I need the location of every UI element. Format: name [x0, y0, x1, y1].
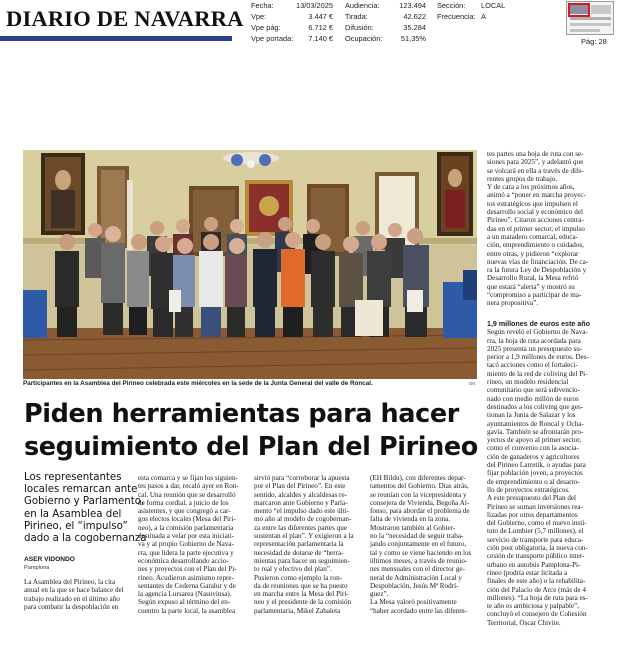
meta-row [437, 11, 527, 22]
headline-line: seguimiento del Plan del Pirineo [24, 432, 478, 462]
body-text-line: fonso, para abordar el problema de [370, 507, 470, 516]
group-photo [23, 150, 477, 379]
meta-value: 42.622 [403, 12, 426, 21]
body-text-line: necesidad de dotarse de “herra- [254, 548, 344, 557]
body-text-line: tes partes una hoja de ruta con se- [487, 150, 584, 158]
meta-value: A [481, 12, 486, 21]
body-column-5-continued [487, 320, 599, 627]
body-text-line: Pusieron como ejemplo la ron- [254, 573, 343, 582]
body-text-line: rentes grupos de trabajo. [487, 174, 558, 183]
body-text-line: A este presupuesto del Plan del [487, 494, 577, 503]
body-text-line: neral de Administración Local y [370, 573, 463, 582]
body-text-line: siones para 2025”, y adelantó que [487, 158, 584, 167]
meta-label: Vpe portada: [251, 34, 294, 43]
subtitle-line: Pirineo, el “impulso” [24, 520, 128, 532]
body-text-line: que estará “alerta” y mostró su [487, 282, 575, 291]
body-text-line: yectos de apoyo al primer sector, [487, 436, 582, 445]
meta-row [251, 0, 333, 11]
body-column-3 [254, 474, 362, 615]
body-text-line: gos electos locales (Mesa del Piri- [138, 515, 236, 524]
body-text-line: concluyó el consejero de Cohesión [487, 610, 587, 619]
body-text-line: no la “necesidad de seguir traba- [370, 532, 464, 541]
photo-credit: DN [469, 381, 476, 386]
body-text-line: Según reveló el Gobierno de Nava- [487, 328, 588, 337]
meta-label: Fecha: [251, 1, 274, 10]
body-text-line: rineo, un modelo residencial [487, 378, 569, 387]
body-text-line: neo), a la comisión parlamentaria [138, 523, 234, 532]
body-text-line: animó a “poner en marcha proyec- [487, 191, 586, 200]
meta-label: Ocupación: [345, 34, 383, 43]
page-number: Pág: 28 [581, 37, 607, 46]
body-text-line: La Mesa valoró positivamente [370, 598, 457, 607]
meta-label: Frecuencia: [437, 12, 476, 21]
brand-bar [0, 36, 232, 41]
body-text-line: jando conjuntamente en el futuro, [370, 540, 467, 549]
body-text-line: tes pasos a dar, recaló ayer en Ron- [138, 482, 239, 491]
body-text-line: cal. Una reunión que se desarrolló [138, 490, 236, 499]
body-text-line: consejera de Vivienda, Begoña Al- [370, 498, 470, 507]
body-text-line: ra la futura Ley de Despoblación y [487, 266, 587, 275]
body-text-line: millones). “La hoja de ruta para es- [487, 593, 588, 602]
body-text-line: rineo (podría estar licitada a [487, 568, 568, 577]
body-text-line: da de reuniones que se ha puesto [254, 581, 348, 590]
masthead [0, 0, 622, 46]
body-column-5 [487, 150, 599, 308]
body-text-line: Pirineo”. Citaron acciones centra- [487, 216, 584, 225]
body-text-line: servicio de transporte para educa- [487, 535, 584, 544]
body-text-line: 2025 presenta un presupuesto su- [487, 344, 583, 353]
thumbnail-highlight [568, 3, 590, 17]
body-text-line: tamentos del Gobierno. Días atrás, [370, 482, 469, 491]
meta-row [251, 11, 333, 22]
body-text-line: (EH Bildu), con diferentes depar- [370, 474, 466, 482]
body-text-line: por el Plan del Pirineo”. En este [254, 482, 346, 491]
body-text-line: sirvió para “corroborar la apuesta [254, 474, 350, 482]
body-text-line: ción del Palacio de Arce (más de 4 [487, 585, 586, 594]
meta-row [437, 0, 527, 11]
body-text-line: urbano en autobús Pamplona-Pi- [487, 560, 581, 569]
body-text-line: perior a 1,9 millones de euros. Des- [487, 353, 589, 362]
meta-label: Audiencia: [345, 1, 380, 10]
body-text-line: tal y como se viene haciendo en los [370, 548, 472, 557]
body-text-line: en marcha entre la Mesa del Piri- [254, 590, 349, 599]
body-text-line: Mostraron también al Gobier- [370, 523, 456, 532]
body-text-line: fijar población joven, a proyectos [487, 469, 583, 478]
headline-line: Piden herramientas para hacer [24, 399, 459, 429]
body-text-line: destinada a velar por esta iniciati- [138, 532, 235, 541]
body-text-line: destinados a los coliving que ges- [487, 402, 584, 411]
meta-value: 123.494 [399, 1, 426, 10]
body-text-line: del Pirineo Larretik, o ayudas para [487, 461, 586, 470]
body-text-line: ción post obligatoria, la nueva con- [487, 544, 588, 553]
body-column-4 [370, 474, 478, 615]
body-text-line: tionan la Junta de Salazar y los [487, 411, 576, 420]
meta-value: 7.140 € [308, 34, 333, 43]
body-text-line: miento de la red de coliving del Pi- [487, 369, 588, 378]
meta-label: Vpe pág: [251, 23, 281, 32]
body-text-line: das en el primer sector, el impulso [487, 224, 585, 233]
body-text-line: trabajo realizado en el último año [24, 594, 120, 603]
photo-caption-text: Participantes en la Asamblea del Pirineo celebrada este miércoles en la sede de la Junta General del valle de Roncal. [23, 380, 373, 387]
body-text-line: Territorial, Óscar Chivite. [487, 618, 561, 627]
body-text-line: mento “el impulso dado este últi- [254, 507, 349, 516]
body-text-line: mo año al modelo de cogobernan- [254, 515, 352, 524]
body-text-line: va y al propio Gobierno de Nava- [138, 540, 234, 549]
body-column-2 [138, 474, 246, 615]
body-text-line: se volcará en ella a través de dife- [487, 166, 584, 175]
body-text-line: finales de este año) o la rehabilita- [487, 577, 586, 586]
body-text-line: mientas para hacer un seguimien- [254, 556, 350, 565]
body-text-line: Y de cara a los próximos años, [487, 183, 575, 192]
body-text-line: anual en la que se hace balance del [24, 586, 124, 595]
body-text-line: llo de proyectos estratégicos. [487, 485, 570, 494]
meta-column-2 [345, 0, 426, 44]
body-text-line: asistentes, y que congregó a car- [138, 507, 231, 516]
body-text-line: como el convenio con la asocia- [487, 444, 579, 453]
body-column-1 [24, 578, 132, 611]
meta-row [345, 22, 426, 33]
body-text-line: falta de vivienda en la zona. [370, 515, 451, 524]
meta-column-1 [251, 0, 333, 44]
meta-row [345, 0, 426, 11]
page-thumbnail[interactable] [566, 1, 614, 35]
body-text-line: neo y el presidente de la comisión [254, 598, 352, 607]
body-text-line: “compromiso a participar de ma- [487, 291, 582, 300]
body-text-line: marcaron ante Gobierno y Parla- [254, 498, 348, 507]
body-text-line: para combatir la despoblación en [24, 602, 119, 611]
body-text-line: sentido, alcaldes y alcaldesas re- [254, 490, 347, 499]
newspaper-logo: DIARIO DE NAVARRA [6, 6, 244, 31]
body-text-line: ción, emprendimiento o cuidados, [487, 241, 584, 250]
section-body [487, 328, 599, 627]
subtitle-line: en la Asamblea del [24, 508, 122, 520]
body-text-line: tuto de Lumbier (5,7 millones), el [487, 527, 584, 536]
body-text-line: rra, la hoja de ruta acordada para [487, 336, 581, 345]
body-text-line: ción de ganaderos y agricultores [487, 452, 580, 461]
body-text-line: nado con medio millón de euros [487, 394, 579, 403]
section-subhead: 1,9 millones de euros este año [487, 320, 590, 328]
meta-column-3 [437, 0, 527, 22]
subtitle-line: dado a la cogobernanza [24, 533, 147, 545]
body-text-line: desarrollo social y económico del [487, 208, 583, 217]
body-text-line: cesión de transporte público inter- [487, 552, 585, 561]
article-headline [24, 398, 494, 464]
article-subtitle [24, 472, 147, 545]
body-text-line: representación parlamentaria la [254, 540, 344, 549]
body-text-line: entre otras, y pidieron “explorar [487, 249, 579, 258]
body-text-line: de forma cordial, a juicio de los [138, 498, 229, 507]
body-text-line: del Gobierno, como el nuevo insti- [487, 519, 587, 528]
body-text-line: comunitario que será subvencio- [487, 386, 580, 395]
photo-caption [23, 380, 477, 387]
body-text-line: Despoblación, Jesús Mª Rodrí- [370, 581, 459, 590]
body-text-line: parlamentaria, Mikel Zabaleta [254, 606, 341, 615]
body-text-line: za entre las diferentes partes que [254, 523, 347, 532]
body-text-line: Según expuso al término del en- [138, 598, 231, 607]
subtitle-line: Gobierno y Parlamento, [24, 496, 145, 508]
body-text-line: La Asamblea del Pirineo, la cita [24, 578, 116, 586]
body-text-line: Desarrollo Rural, la Mesa refrió [487, 274, 579, 283]
body-text-line: tos estratégicos que impulsen el [487, 199, 578, 208]
body-text-line: gavía. También se afrontarán pro- [487, 427, 584, 436]
meta-label: Tirada: [345, 12, 368, 21]
body-text-line: cuentro la parte local, la asamblea [138, 606, 236, 615]
meta-label: Vpe: [251, 12, 267, 21]
body-text-line: rra, que lidera la parte ejecutiva y [138, 548, 234, 557]
body-text-line: económica desarrollando accio- [138, 556, 229, 565]
body-text-line: rineo. Acudieron asimismo repre- [138, 573, 234, 582]
body-text-line: sustentan el plan”. Y exigieron a la [254, 532, 354, 541]
body-text-line: to real y efectivo del plan”. [254, 565, 332, 574]
body-text-line: nera propositiva”. [487, 299, 539, 308]
body-text-line: lizadas por otros departamentos [487, 510, 578, 519]
body-text-line: últimos meses, a través de reunio- [370, 556, 468, 565]
meta-value: 6.712 € [308, 23, 333, 32]
body-text-line: sentantes de Cederna Garalur y de [138, 581, 236, 590]
meta-row [345, 11, 426, 22]
body-text-line: tacó acciones como el fortaleci- [487, 361, 578, 370]
body-text-line: “haber acordado entre las diferen- [370, 606, 468, 615]
meta-value: LOCAL [481, 1, 506, 10]
body-text-line: nes y proyectos con el Plan del Pi- [138, 565, 237, 574]
body-text-line: nes mensuales con el director ge- [370, 565, 465, 574]
subtitle-line: Los representantes [24, 472, 122, 483]
group-photo-illustration [23, 150, 477, 379]
meta-row [251, 33, 333, 44]
body-text-line: nuevas vías de financiación. De ca- [487, 257, 589, 266]
body-text-line: te año es ambiciosa y palpable”, [487, 602, 579, 611]
meta-row [251, 22, 333, 33]
meta-row [345, 33, 426, 44]
meta-label: Difusión: [345, 23, 374, 32]
body-text-line: Pirineo se suman inversiones rea- [487, 502, 583, 511]
body-text-line: se reunían con la vicepresidenta y [370, 490, 467, 499]
body-text-line: esta comarca y se fijan los siguien- [138, 474, 238, 482]
meta-value: 3.447 € [308, 12, 333, 21]
byline-location: Pamplona [24, 565, 50, 571]
body-text-line: ayuntamientos de Roncal y Ocha- [487, 419, 584, 428]
body-text-line: a un matadero comarcal, educa- [487, 232, 578, 241]
body-text-line: guez”. [370, 590, 389, 599]
meta-label: Sección: [437, 1, 466, 10]
meta-value: 51,35% [400, 34, 426, 43]
meta-value: 13/03/2025 [296, 1, 333, 10]
byline-author: ASER VIDONDO [24, 556, 75, 563]
body-text-line: la agencia Lursarea (Nasuvinsa). [138, 590, 232, 599]
body-text-line: de emprendimiento o al desarro- [487, 477, 580, 486]
subtitle-line: locales remarcan ante [24, 484, 138, 496]
meta-value: 35.284 [403, 23, 426, 32]
